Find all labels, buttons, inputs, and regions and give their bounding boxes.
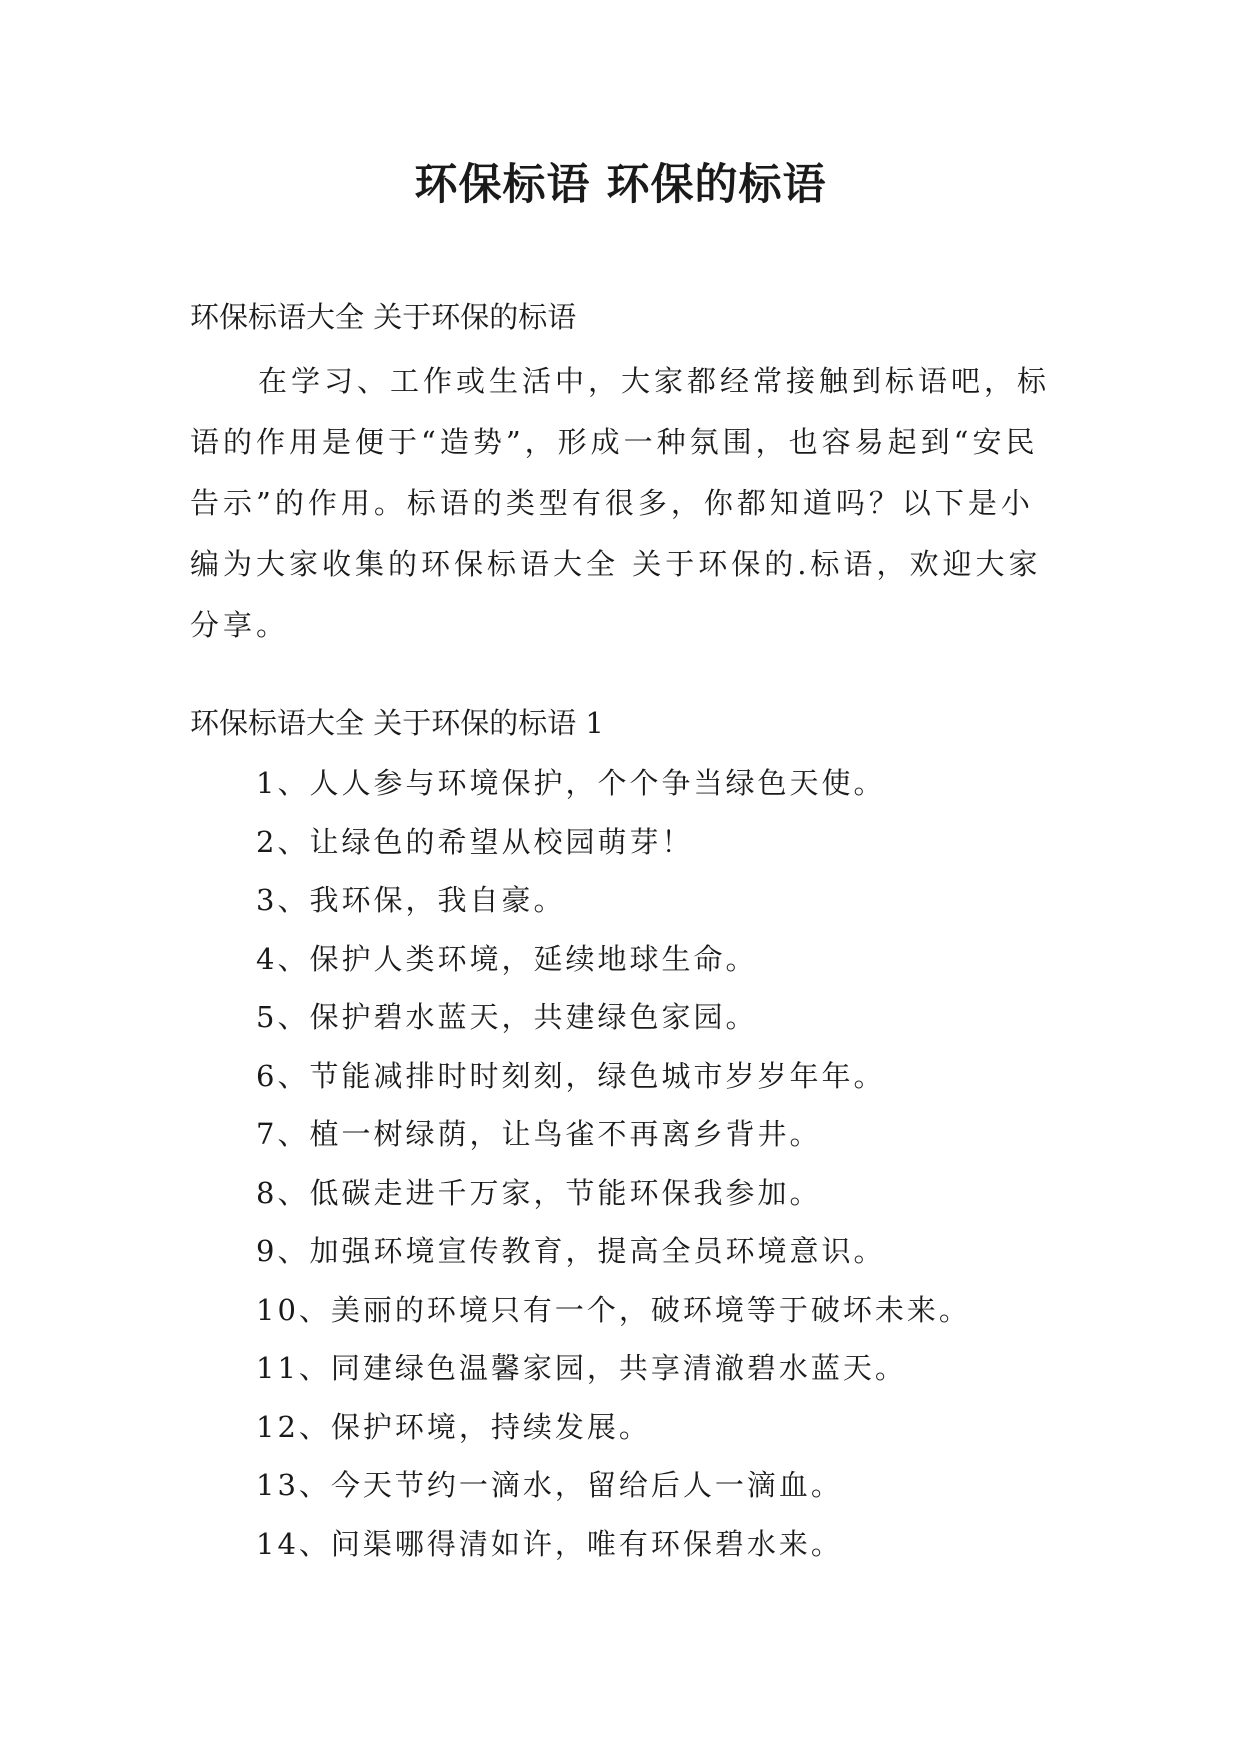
slogan-item: 1、人人参与环境保护，个个争当绿色天使。 (256, 766, 886, 800)
page-title: 环保标语 环保的标语 (414, 160, 827, 210)
slogan-item: 13、今天节约一滴水，留给后人一滴血。 (256, 1468, 843, 1502)
slogan-item: 9、加强环境宣传教育，提高全员环境意识。 (256, 1234, 886, 1268)
section-heading: 环保标语大全 关于环保的标语 (190, 300, 577, 334)
slogan-item: 12、保护环境，持续发展。 (256, 1409, 651, 1444)
slogan-item: 11、同建绿色温馨家园，共享清澈碧水蓝天。 (256, 1351, 907, 1385)
slogan-item: 10、美丽的环境只有一个，破环境等于破坏未来。 (256, 1292, 971, 1327)
intro-paragraph: 在学习、工作或生活中，大家都经常接触到标语吧，标语的作用是便于“造势”，形成一种氛围，也容易起到“安民告示”的作用。标语的类型有很多，你都知道吗？以下是小编为大家收集的环保标语大全 关于环保的.标语，欢迎大家分享。 (190, 364, 1051, 642)
slogan-list (256, 754, 971, 1573)
slogan-item: 6、节能减排时时刻刻，绿色城市岁岁年年。 (256, 1058, 886, 1093)
list-heading: 环保标语大全 关于环保的标语 1 (190, 706, 604, 740)
slogan-item: 8、低碳走进千万家，节能环保我参加。 (256, 1175, 822, 1210)
slogan-item: 4、保护人类环境，延续地球生命。 (256, 941, 758, 976)
slogan-item: 5、保护碧水蓝天，共建绿色家园。 (256, 1000, 758, 1034)
slogan-item: 7、植一树绿荫，让鸟雀不再离乡背井。 (256, 1117, 822, 1151)
slogan-item: 14、问渠哪得清如许，唯有环保碧水来。 (256, 1526, 843, 1561)
slogan-item: 2、让绿色的希望从校园萌芽！ (256, 824, 694, 859)
slogan-item: 3、我环保，我自豪。 (256, 883, 566, 917)
